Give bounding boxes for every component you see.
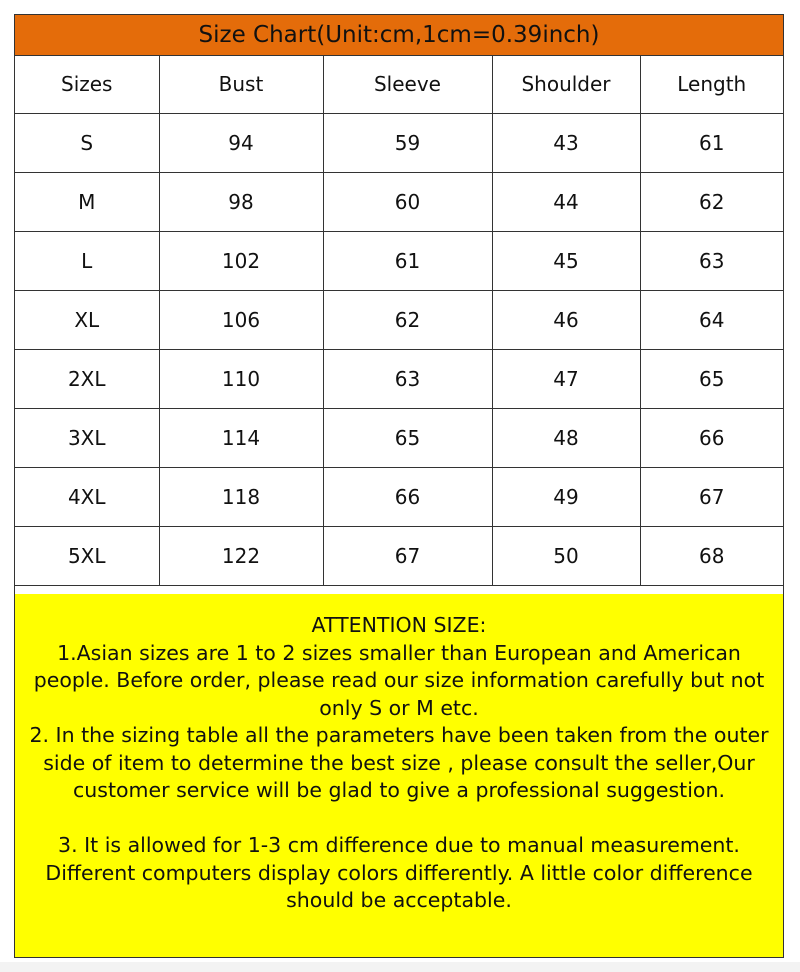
cell-shoulder: 50 — [492, 527, 640, 586]
cell-size: 5XL — [15, 527, 159, 586]
size-table — [15, 55, 783, 586]
cell-length: 67 — [640, 468, 783, 527]
cell-sleeve: 60 — [323, 173, 492, 232]
size-chart-title: Size Chart(Unit:cm,1cm=0.39inch) — [15, 15, 783, 56]
cell-sleeve: 59 — [323, 114, 492, 173]
attention-heading: ATTENTION SIZE: — [311, 613, 487, 637]
table-row — [15, 114, 783, 173]
table-row — [15, 173, 783, 232]
size-chart — [14, 14, 784, 958]
cell-bust: 118 — [159, 468, 323, 527]
cell-sleeve: 63 — [323, 350, 492, 409]
cell-shoulder: 43 — [492, 114, 640, 173]
cell-size: S — [15, 114, 159, 173]
cell-shoulder: 44 — [492, 173, 640, 232]
cell-shoulder: 47 — [492, 350, 640, 409]
attention-note-2: 2. In the sizing table all the parameters have been taken from the outer side of item to determine the best size , please consult the seller,Our customer service will be glad to give a professional suggestion. — [29, 723, 769, 802]
paragraph-spacer — [19, 805, 779, 833]
cell-bust: 102 — [159, 232, 323, 291]
table-row — [15, 232, 783, 291]
cell-size: XL — [15, 291, 159, 350]
header-sizes: Sizes — [15, 55, 159, 114]
cell-size: 2XL — [15, 350, 159, 409]
attention-note-3: 3. It is allowed for 1-3 cm difference due to manual measurement. Different computers display colors differently. A little color difference should be acceptable. — [45, 833, 753, 912]
header-shoulder: Shoulder — [492, 55, 640, 114]
table-row — [15, 350, 783, 409]
cell-size: 4XL — [15, 468, 159, 527]
header-length: Length — [640, 55, 783, 114]
cell-length: 66 — [640, 409, 783, 468]
attention-notice — [15, 594, 783, 957]
cell-bust: 106 — [159, 291, 323, 350]
cell-size: M — [15, 173, 159, 232]
table-row — [15, 291, 783, 350]
cell-length: 62 — [640, 173, 783, 232]
cell-length: 64 — [640, 291, 783, 350]
header-sleeve: Sleeve — [323, 55, 492, 114]
cell-sleeve: 61 — [323, 232, 492, 291]
cell-length: 63 — [640, 232, 783, 291]
cell-bust: 94 — [159, 114, 323, 173]
header-bust: Bust — [159, 55, 323, 114]
cell-sleeve: 67 — [323, 527, 492, 586]
table-row — [15, 527, 783, 586]
cell-shoulder: 45 — [492, 232, 640, 291]
cell-length: 65 — [640, 350, 783, 409]
cell-size: L — [15, 232, 159, 291]
page-bottom-strip — [0, 962, 800, 972]
cell-sleeve: 62 — [323, 291, 492, 350]
attention-note-1: 1.Asian sizes are 1 to 2 sizes smaller than European and American people. Before order, please read our size information carefully but not only S or M etc. — [33, 640, 765, 720]
cell-shoulder: 46 — [492, 291, 640, 350]
table-row — [15, 409, 783, 468]
cell-shoulder: 48 — [492, 409, 640, 468]
cell-sleeve: 65 — [323, 409, 492, 468]
table-header-row — [15, 55, 783, 114]
cell-length: 68 — [640, 527, 783, 586]
cell-bust: 114 — [159, 409, 323, 468]
cell-bust: 122 — [159, 527, 323, 586]
cell-length: 61 — [640, 114, 783, 173]
table-row — [15, 468, 783, 527]
cell-bust: 98 — [159, 173, 323, 232]
cell-sleeve: 66 — [323, 468, 492, 527]
cell-shoulder: 49 — [492, 468, 640, 527]
cell-bust: 110 — [159, 350, 323, 409]
cell-size: 3XL — [15, 409, 159, 468]
